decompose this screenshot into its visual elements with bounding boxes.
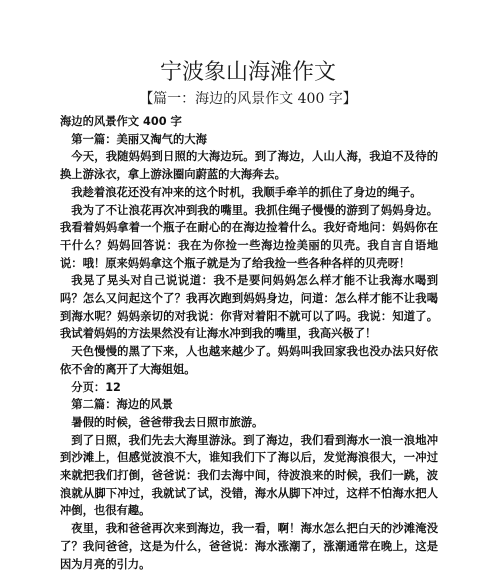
paragraph: 天色慢慢的黑了下来，人也越来越少了。妈妈叫我回家我也没办法只好依依不舍的离开了大海姐姐。: [60, 345, 438, 376]
page-marker: 分页：12: [71, 380, 121, 394]
document-subtitle: 【篇一：海边的风景作文 400 字】: [139, 91, 357, 107]
paragraph: 我趁着浪花还没有冲来的这个时机，我顺手牵羊的抓住了身边的绳子。: [71, 185, 422, 199]
essay-heading: 海边的风景作文 400 字: [60, 115, 182, 128]
article-body: [60, 113, 438, 573]
paragraph: 我为了不让浪花再次冲到我的嘴里。我抓住绳子慢慢的游到了妈妈身边。我看着妈妈拿着一个瓶子在耐心的在海边捡着什么。我好奇地问：妈妈你在干什么？妈妈回答说：我在为你捡一些海边捡美丽的贝壳。我自言自语地说：哦！原来妈妈拿这个瓶子就是为了给我捡一些各种各样的贝壳呀！: [60, 203, 438, 270]
paragraph: 暑假的时候，爸爸带我去日照市旅游。: [71, 415, 264, 429]
paragraph: 到了日照，我们先去大海里游泳。到了海边，我们看到海水一浪一浪地冲到沙滩上，但感觉波浪不大，谁知我们下了海以后，发觉海浪很大，一冲过来就把我们打倒，爸爸说：我们去海中间，待波浪来的时候，我们一跳，波浪就从脚下冲过，我就试了试，没错，海水从脚下冲过，这样不怕海水把人冲倒，也很有趣。: [60, 433, 438, 518]
paragraph: 夜里，我和爸爸再次来到海边，我一看，啊！海水怎么把白天的沙滩淹没了？我问爸爸，这是为什么，爸爸说：海水涨潮了，涨潮通常在晚上，这是因为月亮的引力。: [60, 522, 438, 571]
paragraph: 今天，我随妈妈到日照的大海边玩。到了海边，人山人海，我迫不及待的换上游泳衣，拿上游泳圈向蔚蓝的大海奔去。: [60, 150, 438, 182]
paragraph: 我晃了晃头对自己说说道：我不是要问妈妈怎么样才能不让我海水喝到吗？怎么又问起这个了？我再次跑到妈妈身边，问道：怎么样才能不让我喝到海水呢？妈妈亲切的对我说：你背对着阳不就可以了吗。我说：知道了。我试着妈妈的方法果然没有让海水冲到我的嘴里，我高兴极了！: [60, 274, 438, 341]
section-heading: 第二篇：海边的风景: [71, 398, 173, 412]
document-title: 宁波象山海滩作文: [159, 60, 336, 85]
section-heading: 第一篇：美丽又淘气的大海: [71, 132, 207, 146]
